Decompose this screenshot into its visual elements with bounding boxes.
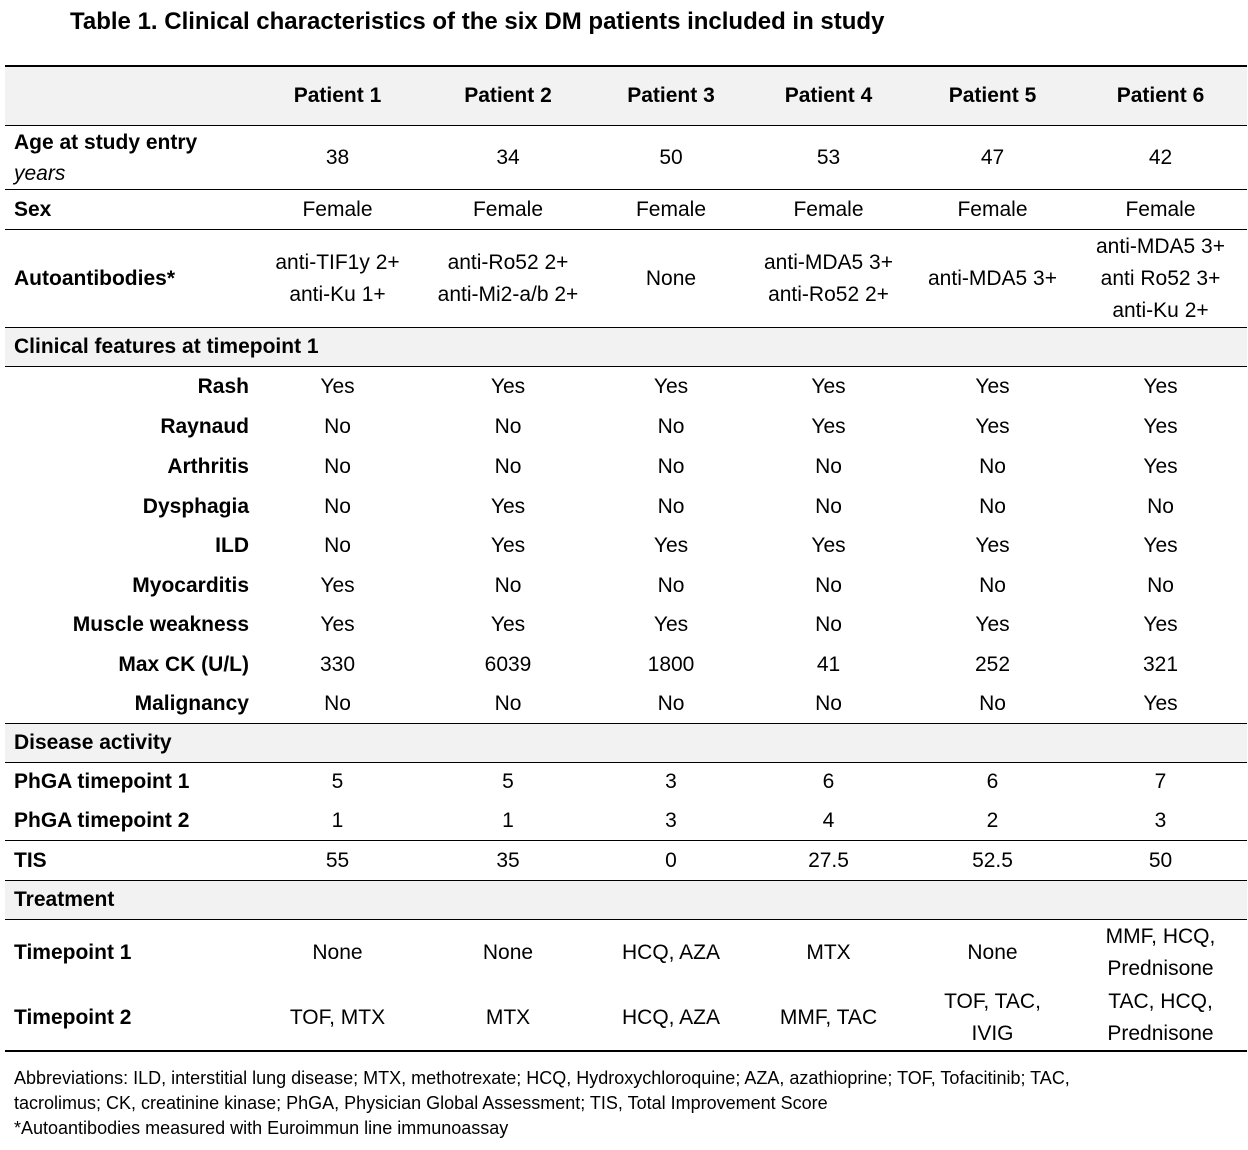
- cell: 5: [331, 770, 344, 794]
- cell: 47: [980, 145, 1005, 169]
- row-age: [5, 126, 1247, 190]
- cell: Female: [255, 190, 420, 230]
- cell: [255, 920, 420, 986]
- cell: No: [815, 613, 842, 636]
- cell: Yes: [975, 613, 1010, 636]
- cell: 38: [325, 145, 350, 169]
- cell: 1800: [647, 652, 695, 676]
- cell-line: MTX: [485, 1005, 531, 1029]
- treatment-body: [5, 920, 1247, 1051]
- cell: 0: [596, 841, 746, 881]
- header-empty-cell: [5, 66, 255, 126]
- cell: No: [657, 454, 685, 478]
- header-row: [5, 66, 1247, 126]
- cell: 1: [502, 808, 514, 832]
- table-title: Table 1. Clinical characteristics of the six DM patients included in study: [70, 8, 885, 35]
- cell-line: HCQ, AZA: [621, 1005, 721, 1029]
- row-label: Malignancy: [134, 691, 249, 715]
- cell: Yes: [320, 573, 355, 597]
- cell: Yes: [320, 613, 355, 636]
- column-header: Patient 3: [596, 66, 746, 126]
- cell: No: [324, 414, 351, 438]
- cell: [1074, 986, 1247, 1051]
- cell: 34: [496, 145, 520, 169]
- cell: 35: [420, 841, 596, 881]
- cell: No: [324, 494, 351, 518]
- cell: 3: [665, 770, 677, 794]
- cell: Yes: [653, 374, 689, 398]
- cell-line: anti-Ro52 2+: [768, 282, 889, 306]
- cell-line: None: [645, 266, 697, 290]
- cell-line: None: [312, 940, 363, 964]
- cell: No: [494, 691, 522, 715]
- cell-line: anti-MDA5 3+: [764, 250, 893, 274]
- cell: Yes: [975, 414, 1010, 438]
- cell-line: anti Ro52 3+: [1100, 266, 1221, 290]
- cell: [420, 920, 596, 986]
- cell: 41: [816, 652, 841, 676]
- cell: No: [979, 573, 1006, 597]
- cell: 27.5: [746, 841, 911, 881]
- cell: 53: [816, 145, 841, 169]
- cell: Yes: [653, 613, 689, 636]
- cell-line: anti-Mi2-a/b 2+: [437, 282, 579, 306]
- cell-line: Prednisone: [1107, 956, 1214, 980]
- cell: No: [324, 534, 351, 557]
- row-label: Rash: [197, 374, 249, 398]
- cell: [420, 230, 596, 328]
- cell: 52.5: [911, 841, 1074, 881]
- cell: No: [979, 691, 1006, 715]
- cell: [596, 230, 746, 328]
- cell: Female: [596, 190, 746, 230]
- cell: Female: [1074, 190, 1247, 230]
- cell: 252: [974, 652, 1011, 676]
- table-row: [5, 527, 1247, 566]
- cell: Yes: [653, 534, 689, 557]
- cell-line: MTX: [806, 940, 851, 964]
- cell-line: None: [967, 940, 1018, 964]
- cell: No: [979, 494, 1006, 518]
- footnote-line: tacrolimus; CK, creatinine kinase; PhGA, Physician Global Assessment; TIS, Total Improvement Score: [14, 1093, 828, 1113]
- cell: 330: [319, 652, 356, 676]
- row-label: Sex: [5, 190, 255, 230]
- row-sex: [5, 190, 1247, 230]
- cell: 321: [1142, 652, 1179, 676]
- row-label: Autoantibodies*: [5, 230, 255, 328]
- cell-line: MMF, TAC: [779, 1005, 878, 1029]
- cell: 55: [255, 841, 420, 881]
- row-label: Arthritis: [167, 454, 249, 478]
- table-row: [5, 447, 1247, 487]
- cell: Yes: [975, 534, 1010, 557]
- table-footnotes: [14, 1066, 1240, 1141]
- row-label: PhGA timepoint 2: [14, 808, 190, 832]
- cell: No: [815, 573, 842, 597]
- row-label: ILD: [215, 534, 249, 557]
- cell: [911, 920, 1074, 986]
- age-unit: years: [14, 161, 66, 185]
- cell: Yes: [1143, 414, 1178, 438]
- table-row: [5, 566, 1247, 606]
- cell: [420, 986, 596, 1051]
- row-label: TIS: [5, 841, 255, 881]
- cell: No: [657, 414, 685, 438]
- table-row: [5, 802, 1247, 841]
- cell: No: [979, 454, 1006, 478]
- cell-line: anti-Ku 2+: [1112, 298, 1209, 322]
- cell: 6: [986, 770, 999, 794]
- cell: Yes: [1143, 454, 1178, 478]
- row-label: PhGA timepoint 1: [14, 770, 190, 794]
- cell: No: [324, 691, 351, 715]
- row-label: Myocarditis: [132, 573, 249, 597]
- cell: [255, 230, 420, 328]
- cell: Yes: [1143, 374, 1178, 398]
- cell: Yes: [320, 374, 355, 398]
- cell-line: anti-MDA5 3+: [1096, 234, 1225, 258]
- footnote-line: *Autoantibodies measured with Euroimmun line immunoassay: [14, 1118, 509, 1138]
- section-label: Clinical features at timepoint 1: [5, 328, 1247, 367]
- row-label: [5, 126, 255, 190]
- cell: [911, 230, 1074, 328]
- clinical-characteristics-table: [5, 65, 1247, 1052]
- cell: 6: [822, 770, 835, 794]
- cell-line: Prednisone: [1107, 1021, 1214, 1045]
- table-row: [5, 487, 1247, 527]
- column-header: Patient 2: [420, 66, 596, 126]
- table-row: [5, 986, 1247, 1051]
- row-autoantibodies: [5, 230, 1247, 328]
- cell: Yes: [490, 613, 526, 636]
- cell-line: TAC, HCQ,: [1108, 989, 1213, 1013]
- cell-line: HCQ, AZA: [621, 940, 721, 964]
- column-header: Patient 4: [746, 66, 911, 126]
- table-row: [5, 685, 1247, 724]
- cell: Yes: [811, 374, 846, 398]
- cell: 6039: [484, 652, 532, 676]
- cell-line: MMF, HCQ,: [1105, 924, 1216, 948]
- cell: No: [815, 691, 842, 715]
- cell: [1074, 920, 1247, 986]
- cell: Female: [746, 190, 911, 230]
- table-row: [5, 763, 1247, 802]
- cell: Female: [420, 190, 596, 230]
- row-label: Timepoint 1: [14, 940, 132, 964]
- column-header: Patient 6: [1074, 66, 1247, 126]
- cell: Yes: [490, 494, 526, 518]
- cell: Yes: [1143, 691, 1178, 715]
- cell: No: [1147, 494, 1174, 518]
- cell-line: anti-MDA5 3+: [928, 266, 1057, 290]
- table-row: [5, 367, 1247, 407]
- row-label: Dysphagia: [142, 494, 249, 518]
- section-clinical-features: [5, 328, 1247, 367]
- cell-line: anti-TIF1y 2+: [275, 250, 400, 274]
- cell: [746, 230, 911, 328]
- column-header: Patient 5: [911, 66, 1074, 126]
- section-disease-activity: [5, 724, 1247, 763]
- cell-line: IVIG: [971, 1021, 1014, 1045]
- cell: 50: [1074, 841, 1247, 881]
- table-row: [5, 645, 1247, 685]
- cell: No: [494, 454, 522, 478]
- footnote-line: Abbreviations: ILD, interstitial lung disease; MTX, methotrexate; HCQ, Hydroxychloroquine; AZA, azathioprine; TOF, Tofacitinib; TAC,: [14, 1068, 1070, 1088]
- column-header: Patient 1: [255, 66, 420, 126]
- cell: Yes: [1143, 613, 1178, 636]
- cell: [746, 986, 911, 1051]
- cell-line: TOF, TAC,: [944, 989, 1041, 1013]
- cell: Yes: [490, 374, 526, 398]
- cell: 2: [986, 808, 999, 832]
- row-tis: [5, 841, 1247, 881]
- section-treatment: [5, 881, 1247, 920]
- cell: Female: [911, 190, 1074, 230]
- clinical-features-body: [5, 367, 1247, 724]
- cell: No: [815, 454, 842, 478]
- cell: [746, 920, 911, 986]
- cell: 1: [331, 808, 344, 832]
- cell-line: TOF, MTX: [289, 1005, 386, 1029]
- cell: No: [657, 691, 685, 715]
- cell-line: anti-Ro52 2+: [447, 250, 569, 274]
- cell: No: [1147, 573, 1174, 597]
- section-label: Disease activity: [5, 724, 1247, 763]
- cell: No: [494, 573, 522, 597]
- row-label: Muscle weakness: [72, 613, 249, 636]
- cell: No: [815, 494, 842, 518]
- cell: Yes: [1143, 534, 1178, 557]
- cell: 50: [659, 145, 683, 169]
- row-label: Timepoint 2: [5, 986, 255, 1051]
- cell: No: [324, 454, 351, 478]
- cell: No: [657, 573, 685, 597]
- cell: [255, 986, 420, 1051]
- cell: 3: [1154, 808, 1167, 832]
- table-row: [5, 407, 1247, 447]
- cell: [596, 920, 746, 986]
- cell: Yes: [490, 534, 526, 557]
- table-row: [5, 606, 1247, 645]
- cell: No: [657, 494, 685, 518]
- cell: Yes: [811, 414, 846, 438]
- row-label: Max CK (U/L): [118, 652, 249, 676]
- cell: 3: [665, 808, 677, 832]
- cell: No: [494, 414, 522, 438]
- cell: [911, 986, 1074, 1051]
- cell: Yes: [811, 534, 846, 557]
- cell: 4: [822, 808, 835, 832]
- cell: 5: [502, 770, 514, 794]
- disease-activity-body: [5, 763, 1247, 841]
- cell: Yes: [975, 374, 1010, 398]
- cell: [1074, 230, 1247, 328]
- row-label: Raynaud: [160, 414, 249, 438]
- section-label: Treatment: [5, 881, 1247, 920]
- table-row: [5, 920, 1247, 986]
- cell: 42: [1148, 145, 1173, 169]
- cell: [596, 986, 746, 1051]
- cell-line: anti-Ku 1+: [289, 282, 386, 306]
- age-label: Age at study entry: [14, 130, 198, 154]
- cell: 7: [1154, 770, 1167, 794]
- cell-line: None: [482, 940, 534, 964]
